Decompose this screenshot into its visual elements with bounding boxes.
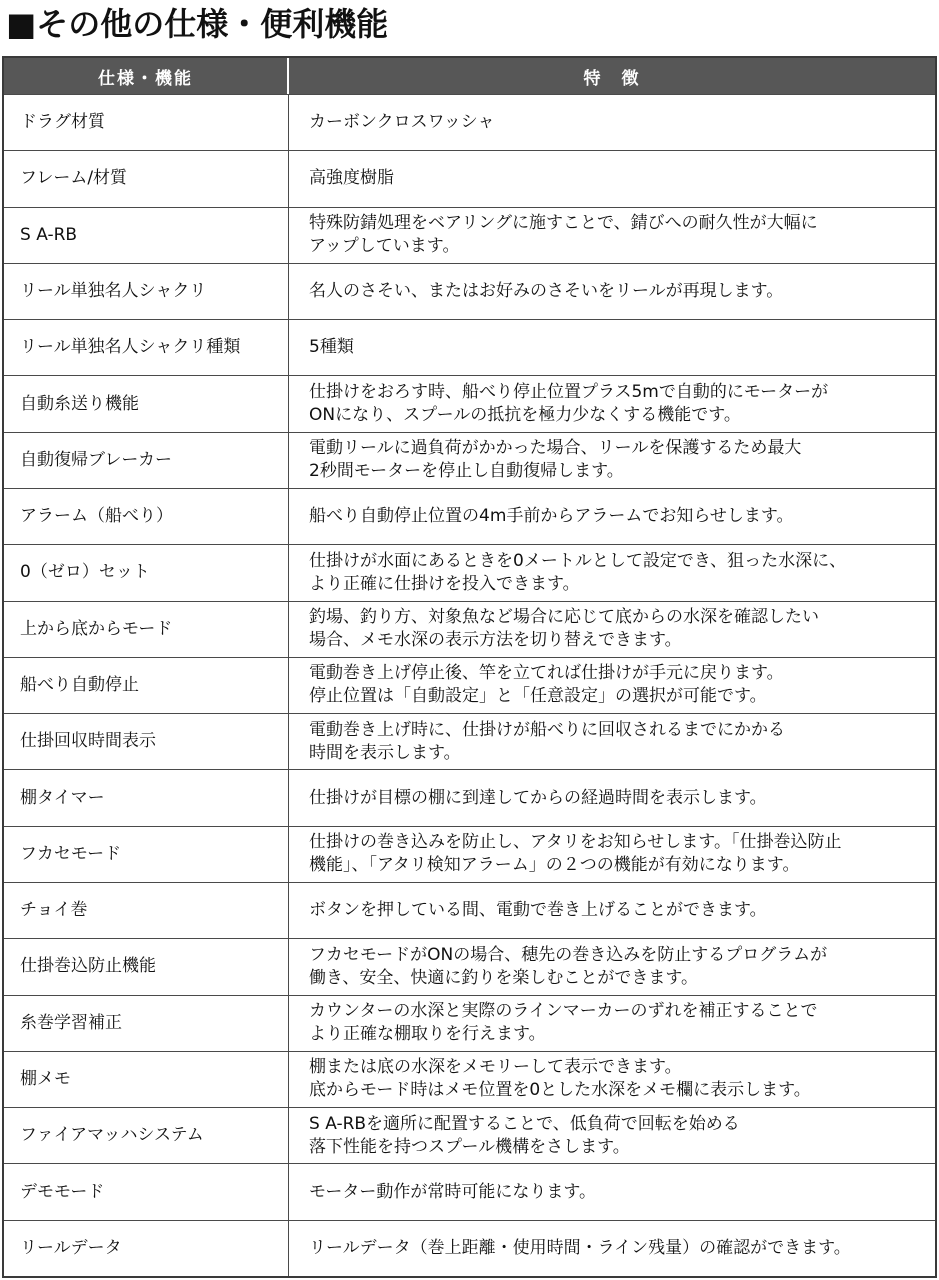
- table-cell-spec-name: アラーム（船べり）: [4, 488, 289, 544]
- table-cell-feature-description: 棚または底の水深をメモリーして表示できます。 底からモード時はメモ位置を0とした水深をメモ欄に表示します。: [289, 1051, 935, 1107]
- table-cell-feature-description: 高強度樹脂: [289, 150, 935, 206]
- table-cell-feature-description: 5種類: [289, 319, 935, 375]
- table-cell-spec-name: 0（ゼロ）セット: [4, 544, 289, 600]
- table-cell-spec-name: 仕掛回収時間表示: [4, 713, 289, 769]
- spec-table: [2, 56, 937, 1278]
- table-cell-spec-name: チョイ巻: [4, 882, 289, 938]
- table-cell-spec-name: リール単独名人シャクリ: [4, 263, 289, 319]
- table-cell-feature-description: 釣場、釣り方、対象魚など場合に応じて底からの水深を確認したい 場合、メモ水深の表示方法を切り替えできます。: [289, 601, 935, 657]
- table-cell-feature-description: フカセモードがONの場合、穂先の巻き込みを防止するプログラムが 働き、安全、快適に釣りを楽しむことができます。: [289, 938, 935, 994]
- table-cell-spec-name: 船べり自動停止: [4, 657, 289, 713]
- table-cell-spec-name: 棚メモ: [4, 1051, 289, 1107]
- table-cell-spec-name: 仕掛巻込防止機能: [4, 938, 289, 994]
- table-cell-spec-name: デモモード: [4, 1163, 289, 1219]
- table-cell-spec-name: リールデータ: [4, 1220, 289, 1276]
- table-cell-spec-name: 棚タイマー: [4, 769, 289, 825]
- table-cell-feature-description: 仕掛けの巻き込みを防止し、アタリをお知らせします。「仕掛巻込防止 機能」、「アタリ検知アラーム」の２つの機能が有効になります。: [289, 826, 935, 882]
- table-cell-feature-description: ボタンを押している間、電動で巻き上げることができます。: [289, 882, 935, 938]
- table-cell-feature-description: 電動巻き上げ時に、仕掛けが船べりに回収されるまでにかかる 時間を表示します。: [289, 713, 935, 769]
- table-cell-feature-description: モーター動作が常時可能になります。: [289, 1163, 935, 1219]
- table-cell-spec-name: フレーム/材質: [4, 150, 289, 206]
- table-cell-spec-name: 自動復帰ブレーカー: [4, 432, 289, 488]
- header-feature: 特 徴: [289, 58, 935, 94]
- table-cell-spec-name: 自動糸送り機能: [4, 375, 289, 431]
- table-cell-feature-description: 仕掛けが目標の棚に到達してからの経過時間を表示します。: [289, 769, 935, 825]
- table-cell-feature-description: 仕掛けをおろす時、船べり停止位置プラス5mで自動的にモーターが ONになり、スプールの抵抗を極力少なくする機能です。: [289, 375, 935, 431]
- table-cell-spec-name: フカセモード: [4, 826, 289, 882]
- table-cell-feature-description: 電動巻き上げ停止後、竿を立てれば仕掛けが手元に戻ります。 停止位置は「自動設定」と「任意設定」の選択が可能です。: [289, 657, 935, 713]
- table-cell-feature-description: 特殊防錆処理をベアリングに施すことで、錆びへの耐久性が大幅に アップしています。: [289, 207, 935, 263]
- table-cell-feature-description: S A-RBを適所に配置することで、低負荷で回転を始める 落下性能を持つスプール機構をさします。: [289, 1107, 935, 1163]
- table-cell-spec-name: 上から底からモード: [4, 601, 289, 657]
- table-cell-spec-name: S A-RB: [4, 207, 289, 263]
- table-cell-spec-name: ドラグ材質: [4, 94, 289, 150]
- header-spec-function: 仕様・機能: [4, 58, 289, 94]
- table-cell-feature-description: カウンターの水深と実際のラインマーカーのずれを補正することで より正確な棚取りを行えます。: [289, 995, 935, 1051]
- table-cell-feature-description: リールデータ（巻上距離・使用時間・ライン残量）の確認ができます。: [289, 1220, 935, 1276]
- table-cell-spec-name: リール単独名人シャクリ種類: [4, 319, 289, 375]
- page-title: ■その他の仕様・便利機能: [6, 5, 389, 43]
- table-cell-spec-name: 糸巻学習補正: [4, 995, 289, 1051]
- table-cell-feature-description: 名人のさそい、またはお好みのさそいをリールが再現します。: [289, 263, 935, 319]
- table-cell-feature-description: カーボンクロスワッシャ: [289, 94, 935, 150]
- table-cell-spec-name: ファイアマッハシステム: [4, 1107, 289, 1163]
- table-cell-feature-description: 仕掛けが水面にあるときを0メートルとして設定でき、狙った水深に、 より正確に仕掛けを投入できます。: [289, 544, 935, 600]
- table-cell-feature-description: 船べり自動停止位置の4m手前からアラームでお知らせします。: [289, 488, 935, 544]
- table-cell-feature-description: 電動リールに過負荷がかかった場合、リールを保護するため最大 2秒間モーターを停止し自動復帰します。: [289, 432, 935, 488]
